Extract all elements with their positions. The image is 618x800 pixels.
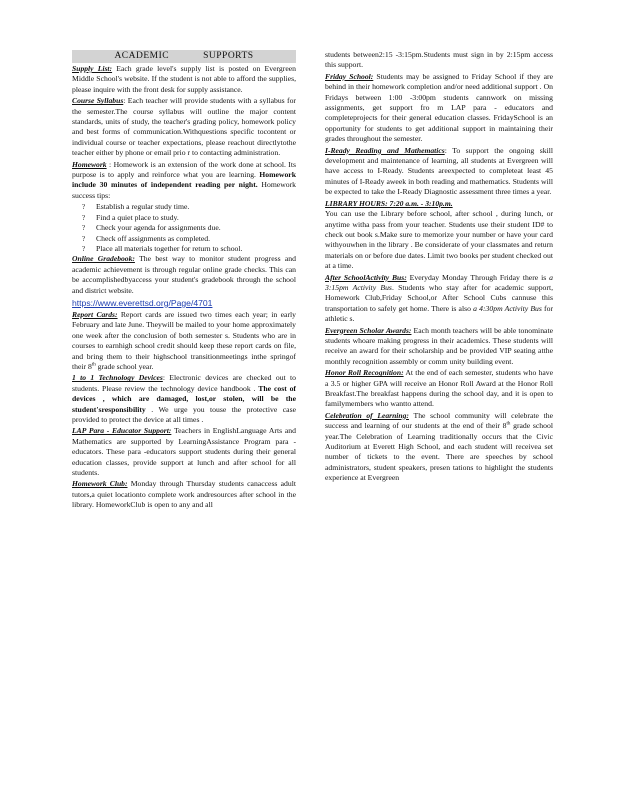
right-column: [325, 50, 553, 485]
supply-list-body: Each grade level's supply list is posted on Evergreen Middle School's website. If the student is not able to afford the supplies, please inquire with the front desk for supply assistance.: [72, 64, 297, 94]
list-item: ? Check your agenda for assignments due.: [82, 223, 296, 233]
iready-title: I-Ready Reading and Mathematics: [325, 145, 445, 155]
honor-roll-section: [325, 368, 553, 410]
friday-school-body: Students may be assigned to Friday School if they are behind in their homework completion and/or need additional support . On Fridays between 1:00 -3:00pm students cannwork on missing assignments, get support fro m LAP para - educators and completeprojects for their general education classes. FridaySchool is an opportunity for students to get additional support in maintaining their grades throughout the semester.: [325, 71, 553, 144]
homework-title: Homework: [72, 159, 107, 169]
honor-roll-body: At the end of each semester, students who have a 3.5 or higher GPA will receive an Honor Roll Award at the Honor Roll Breakfast.The breakfast happens during the school day, and it is open to familymembers who wantto attend.: [325, 368, 553, 409]
heading-word-2: SUPPORTS: [203, 51, 254, 61]
syllabus-title: Course Syllabus: [72, 96, 124, 106]
activity-bus-body-3: for athletic s.: [325, 303, 553, 324]
scholar-awards-title: Evergreen Scholar Awards:: [325, 325, 412, 335]
activity-bus-title: After SchoolActivity Bus:: [325, 272, 407, 282]
supply-list-section: [72, 64, 296, 95]
list-item: ? Check off assignments as completed.: [82, 234, 296, 244]
technology-cost-note: The cost of devices , which are damaged, lost,or stolen, will be the student'sresponsibility: [72, 383, 296, 414]
report-cards-section: [72, 310, 296, 372]
friday-school-section: [325, 72, 553, 145]
celebration-title: Celebration of Learning:: [325, 410, 409, 420]
list-item: ? Find a quiet place to study.: [82, 213, 296, 223]
homework-tips-intro: Homework success tips:: [72, 180, 297, 200]
friday-school-title: Friday School:: [325, 71, 374, 81]
celebration-section: [325, 411, 553, 484]
activity-bus-time-2: a 4:30pm Activity Bus: [473, 303, 542, 313]
gradebook-body: The best way to monitor student progress and academic achievement is through regular online grade checks. This can be accomplishedbyaccess your student's gradebook through the school and district website.: [72, 254, 296, 295]
iready-section: [325, 146, 553, 198]
syllabus-section: [72, 96, 296, 158]
lap-section: [72, 426, 296, 478]
lap-title: LAP Para - Educator Support:: [72, 426, 172, 436]
list-item: ? Establish a regular study time.: [82, 202, 296, 212]
district-website-link[interactable]: https://www.everettsd.org/Page/4701: [72, 297, 213, 308]
homework-club-continued: students between2:15 -3:15pm.Students must sign in by 2:15pm access this support.: [325, 50, 553, 70]
celebration-body-2: grade school year.The Celebration of Learning traditionally occurs that the Civic Auditorium at Everett High School, and each student will receivea set number of tickets to the event. There are speeches by school administrators, student speakers, presen tations to highlight the students experience at Evergreen: [325, 421, 553, 483]
activity-bus-time-1: a 3:15pm Activity Bus: [325, 272, 553, 292]
syllabus-body: : Each teacher will provide students with a syllabus for the semester.The course syllabus will outline the major content standards, units of study, the teacher's grading policy, homework policy and best forms of communication.Withquestions specific tocontent or individual course or teacher expectations, please reachout directlytothe teacher either by phone or email prio r to contacting administration.: [72, 96, 296, 158]
technology-title: 1 to 1 Technology Devices: [72, 373, 163, 383]
left-column: [72, 50, 296, 512]
homework-section: [72, 160, 296, 202]
activity-bus-body-1: Everyday Monday Through Friday there is: [406, 272, 550, 282]
homework-club-title: Homework Club:: [72, 479, 128, 489]
technology-section: [72, 373, 296, 425]
scholar-awards-body: Each month teachers will be able tonominate students whoare making progress in their academics. These students will receive an award for their scholarship and be provided VIP seating atthe monthly recognition assembly or comm unity building event.: [325, 325, 554, 366]
list-item: ? Place all materials together for return to school.: [82, 244, 296, 254]
supply-list-title: Supply List:: [72, 64, 113, 73]
celebration-sup: th: [506, 421, 511, 427]
iready-body: : To support the ongoing skill development and maintenance of learning, all students at Evergreen will have access to I-Ready. Students areexpected to completeat least 45 minutes of I-Ready aweek in both reading and mathematics. Students will be expected to take the I-Ready Diagnostic assessment three times a year.: [325, 145, 553, 197]
report-cards-sup: th: [91, 362, 96, 368]
activity-bus-section: [325, 273, 553, 325]
report-cards-title: Report Cards:: [72, 309, 118, 319]
gradebook-title: Online Gradebook:: [72, 254, 135, 264]
library-body: You can use the Library before school, after school , during lunch, or anytime witha pass from your teacher. Students use their student ID# to check out book s.Make sure to memorize your number or have your card withyouwhen in the library . Be considerate of your classmates and return materials on or before due dates. Limit two books per student checked out at a time.: [325, 209, 553, 271]
technology-body: : Electronic devices are checked out to students. Please review the technology device handbook .: [72, 373, 296, 393]
homework-club-body: Monday through Thursday students canaccess adult tutors,a quiet locationto complete work andresources after school in the library. HomeworkClub is open to any and all: [72, 479, 296, 510]
academic-supports-heading: [72, 50, 296, 63]
homework-body: : Homework is an extension of the work done at school. Its purpose is to apply and reinforce what you are learning.: [72, 159, 296, 180]
gradebook-section: [72, 254, 296, 296]
heading-word-1: ACADEMIC: [114, 51, 170, 61]
homework-tips-list: [72, 202, 296, 254]
scholar-awards-section: [325, 326, 553, 368]
report-cards-tail: grade school year.: [95, 361, 154, 371]
honor-roll-title: Honor Roll Recognition:: [325, 368, 404, 378]
library-section: [325, 199, 553, 272]
lap-body: Teachers in EnglishLanguage Arts and Mathematics are supported by LearningAssistance Program para - educators. These para -educators support students during their general education classes, provide support at lunch and after school for all students.: [72, 426, 296, 478]
technology-tail: . We urge you touse the protective case provided to protect the device at all times .: [72, 404, 296, 424]
homework-reading-note: Homework include 30 minutes of independent reading per night.: [72, 170, 296, 190]
activity-bus-body-2: . Students who stay after for academic support, Homework Club,Friday School,or After School Cubs cannuse this transportation to safely get home. There is also: [325, 282, 554, 313]
library-title: LIBRARY HOURS: 7:20 a.m. - 3:10p.m.: [325, 198, 453, 208]
homework-club-section: [72, 479, 296, 510]
report-cards-body: Report cards are issued two times each year; in early February and late June. Theywill be mailed to your home approximately one week after the conclusion of both semester s. Students who are in courses to earnhigh school credit should keep these report cards on file, and bring them to their highschool transitionmeetings inthe springof their 8: [72, 309, 297, 371]
celebration-body-1: The school community will celebrate the success and learning of our students at the end of their 8: [325, 410, 553, 431]
